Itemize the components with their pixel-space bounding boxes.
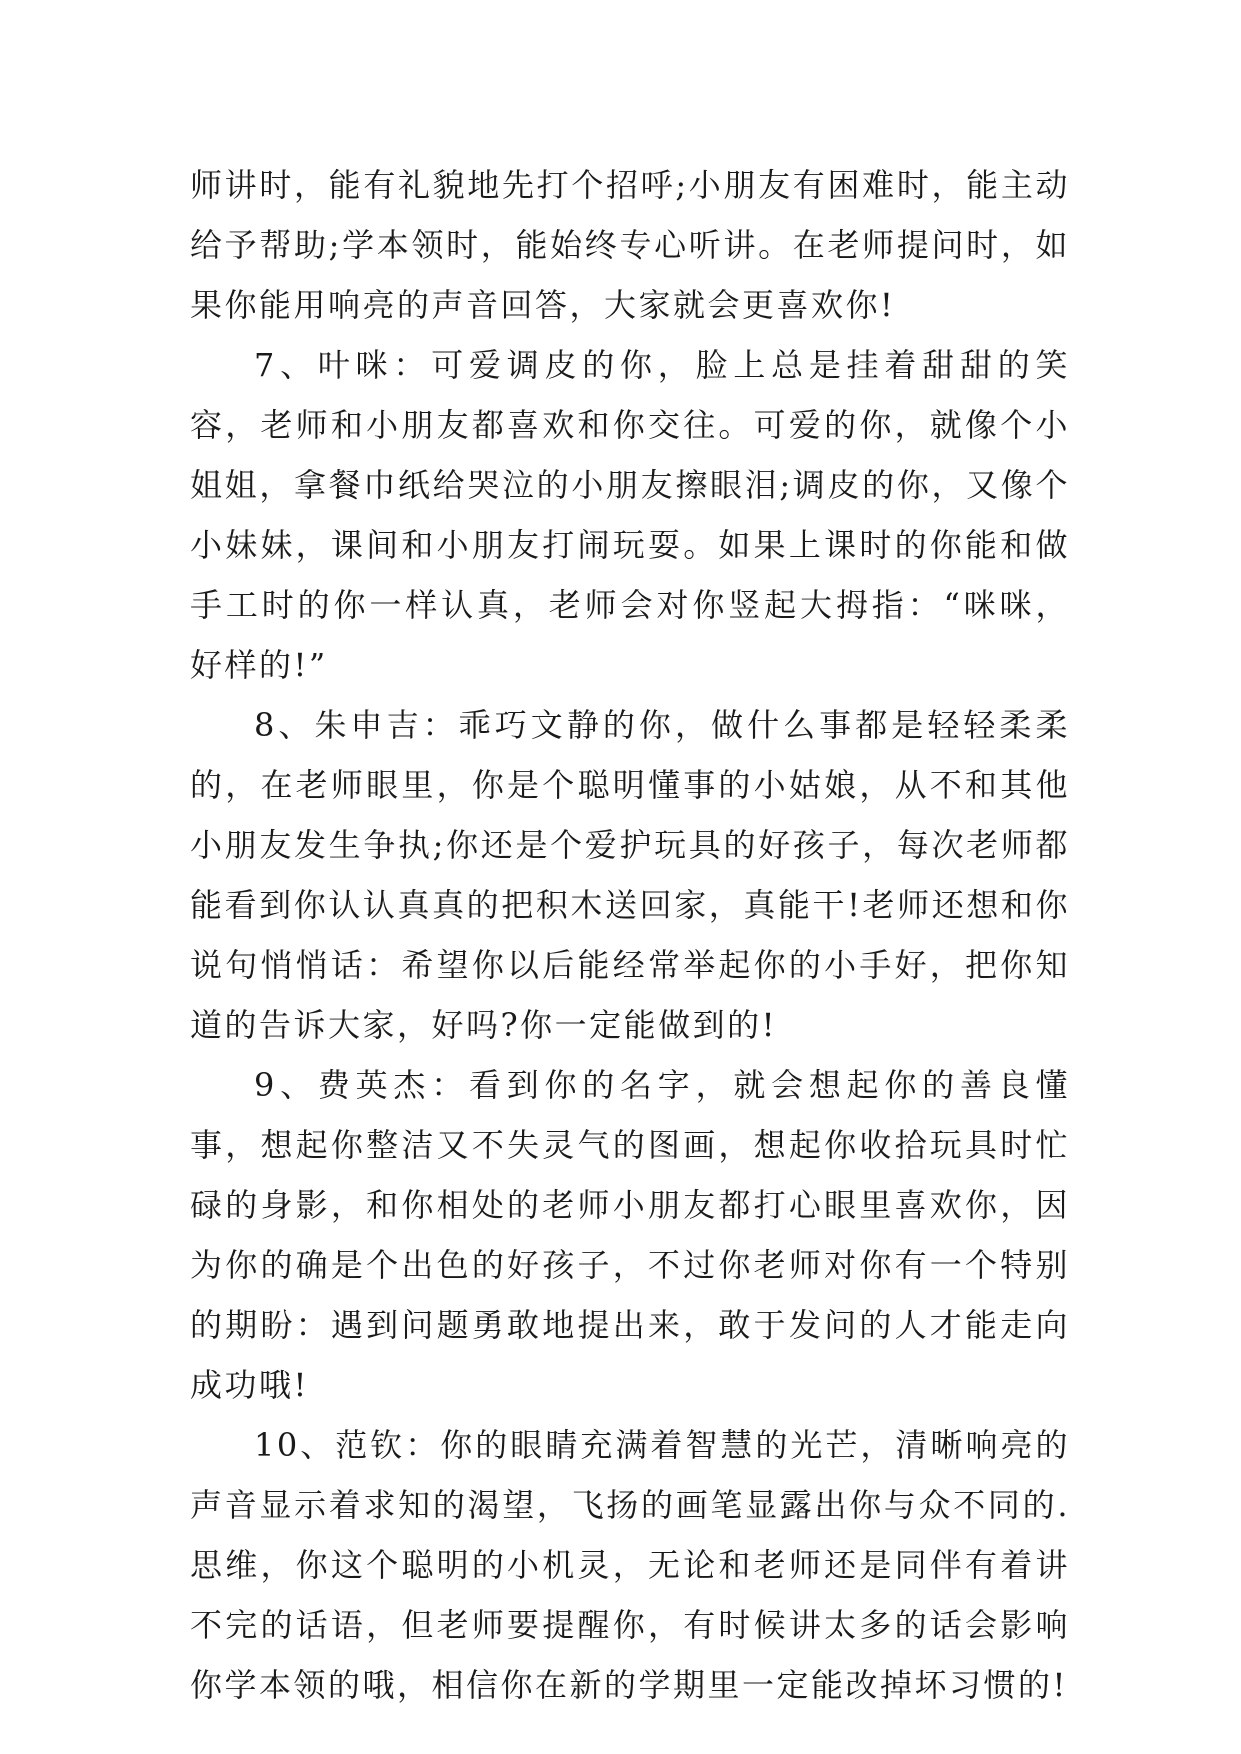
document-body: [190, 155, 1070, 1715]
paragraph-comment-10: 10、范钦：你的眼睛充满着智慧的光芒，清晰响亮的声音显示着求知的渴望，飞扬的画笔显露出你与众不同的.思维，你这个聪明的小机灵，无论和老师还是同伴有着讲不完的话语，但老师要提醒你，有时候讲太多的话会影响你学本领的哦，相信你在新的学期里一定能改掉坏习惯的!: [190, 1426, 1070, 1704]
paragraph-comment-7: 7、叶咪：可爱调皮的你，脸上总是挂着甜甜的笑容，老师和小朋友都喜欢和你交往。可爱的你，就像个小姐姐，拿餐巾纸给哭泣的小朋友擦眼泪;调皮的你，又像个小妹妹，课间和小朋友打闹玩耍。如果上课时的你能和做手工时的你一样认真，老师会对你竖起大拇指：“咪咪，好样的!”: [190, 346, 1070, 684]
paragraph-comment-9: 9、费英杰：看到你的名字，就会想起你的善良懂事，想起你整洁又不失灵气的图画，想起你收拾玩具时忙碌的身影，和你相处的老师小朋友都打心眼里喜欢你，因为你的确是个出色的好孩子，不过你老师对你有一个特别的期盼：遇到问题勇敢地提出来，敢于发问的人才能走向成功哦!: [190, 1066, 1070, 1404]
paragraph-continuation: 师讲时，能有礼貌地先打个招呼;小朋友有困难时，能主动给予帮助;学本领时，能始终专心听讲。在老师提问时，如果你能用响亮的声音回答，大家就会更喜欢你!: [190, 166, 1070, 324]
paragraph-comment-8: 8、朱申吉：乖巧文静的你，做什么事都是轻轻柔柔的，在老师眼里，你是个聪明懂事的小姑娘，从不和其他小朋友发生争执;你还是个爱护玩具的好孩子，每次老师都能看到你认认真真的把积木送回家，真能干!老师还想和你说句悄悄话：希望你以后能经常举起你的小手好，把你知道的告诉大家，好吗?你一定能做到的!: [190, 706, 1070, 1044]
